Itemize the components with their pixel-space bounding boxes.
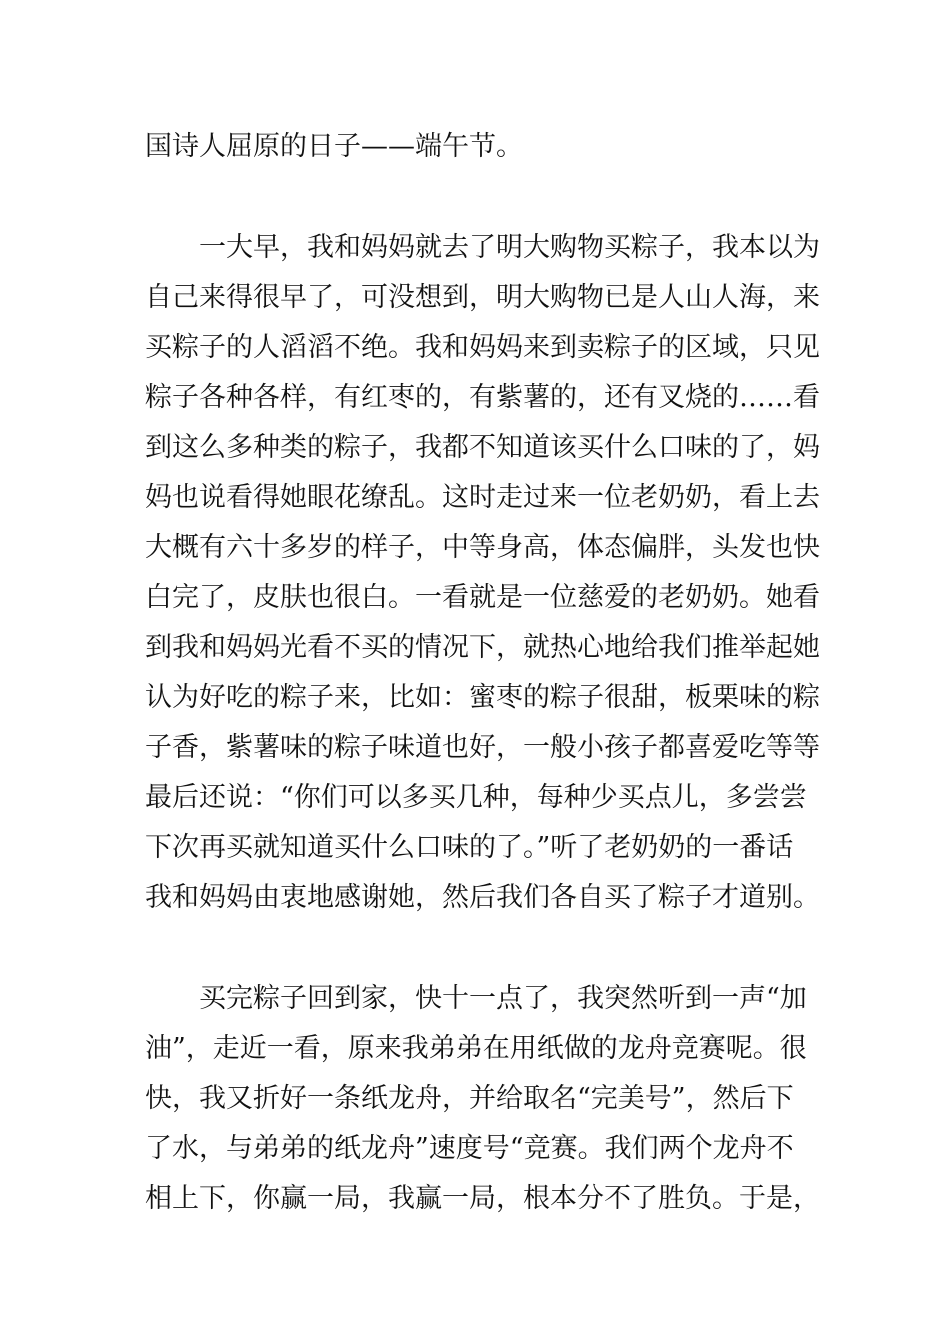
paragraph-line: 下次再买就知道买什么口味的了。”听了老奶奶的一番话: [145, 832, 794, 863]
paragraph-line: 大概有六十多岁的样子，中等身高，体态偏胖，头发也快: [145, 532, 820, 563]
paragraph-line: 一大早，我和妈妈就去了明大购物买粽子，我本以为: [199, 232, 820, 263]
paragraph-line: 买粽子的人滔滔不绝。我和妈妈来到卖粽子的区域，只见: [145, 332, 820, 363]
paragraph-line: 到这么多种类的粽子，我都不知道该买什么口味的了，妈: [145, 432, 820, 463]
paragraph-line: 粽子各种各样，有红枣的，有紫薯的，还有叉烧的……看: [145, 382, 820, 413]
paragraph-line: 认为好吃的粽子来，比如：蜜枣的粽子很甜，板栗味的粽: [145, 682, 820, 713]
paragraph-line: 自己来得很早了，可没想到，明大购物已是人山人海，来: [145, 282, 820, 313]
paragraph-line: 了水，与弟弟的纸龙舟”速度号“竞赛。我们两个龙舟不: [145, 1133, 794, 1164]
paragraph-line: 妈也说看得她眼花缭乱。这时走过来一位老奶奶，看上去: [145, 482, 820, 513]
paragraph-line: 相上下，你赢一局，我赢一局，根本分不了胜负。于是，: [145, 1183, 820, 1214]
paragraph-line: 白完了，皮肤也很白。一看就是一位慈爱的老奶奶。她看: [145, 582, 820, 613]
paragraph-line: 快，我又折好一条纸龙舟，并给取名“完美号”，然后下: [145, 1083, 794, 1114]
paragraph-line: 最后还说：“你们可以多买几种，每种少买点儿，多尝尝: [145, 782, 807, 813]
paragraph-line: 子香，紫薯味的粽子味道也好，一般小孩子都喜爱吃等等: [145, 732, 820, 763]
paragraph-line: 我和妈妈由衷地感谢她，然后我们各自买了粽子才道别。: [145, 882, 820, 913]
paragraph-line: 国诗人屈原的日子——端午节。: [145, 131, 523, 162]
paragraph-line: 油”，走近一看，原来我弟弟在用纸做的龙舟竞赛呢。很: [145, 1033, 807, 1064]
paragraph-line: 买完粽子回到家，快十一点了，我突然听到一声“加: [199, 983, 807, 1014]
paragraph-line: 到我和妈妈光看不买的情况下，就热心地给我们推举起她: [145, 632, 820, 663]
